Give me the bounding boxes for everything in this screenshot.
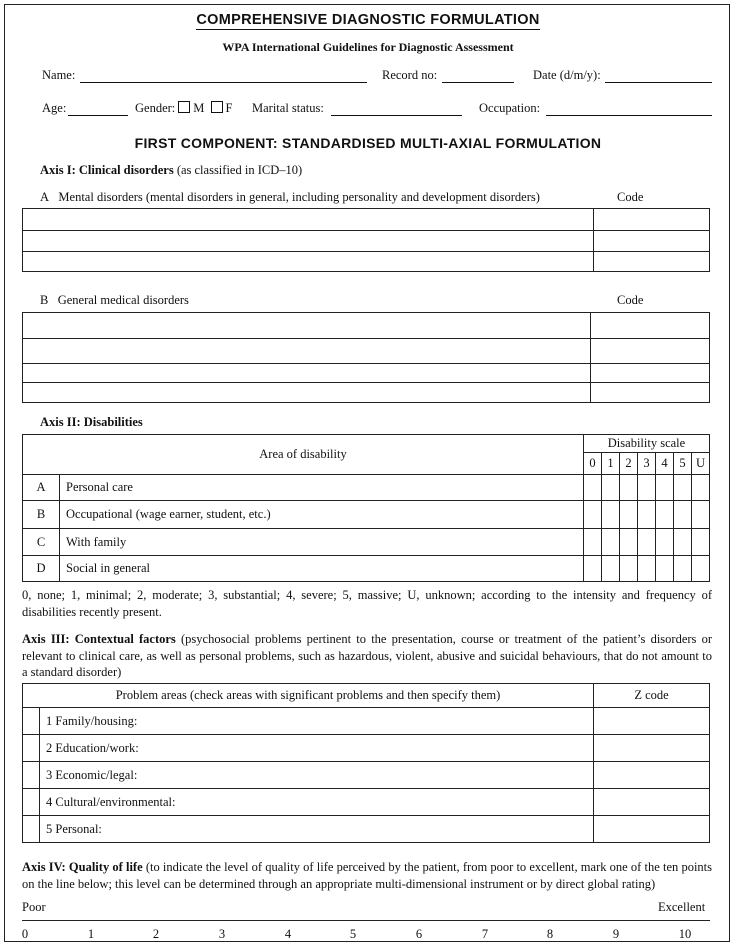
zcode-cell[interactable] — [594, 708, 710, 735]
problem-checkbox[interactable] — [23, 789, 40, 816]
axis1-b-table — [22, 312, 710, 403]
row-label: Occupational (wage earner, student, etc.) — [60, 501, 584, 529]
quality-tick-3[interactable]: 3 — [218, 927, 226, 941]
quality-tick-5[interactable]: 5 — [349, 927, 357, 941]
row-letter: D — [23, 556, 60, 582]
date-label: Date (d/m/y): — [533, 68, 601, 82]
scale-cell[interactable] — [638, 501, 656, 529]
row-label: Social in general — [60, 556, 584, 582]
marital-label: Marital status: — [252, 101, 324, 115]
table-row — [23, 762, 710, 789]
mental-disorder-cell[interactable] — [23, 252, 594, 272]
age-field[interactable] — [68, 102, 128, 116]
zcode-cell[interactable] — [594, 816, 710, 843]
form-title: COMPREHENSIVE DIAGNOSTIC FORMULATION — [196, 12, 540, 28]
scale-1: 1 — [602, 453, 620, 475]
record-field[interactable] — [442, 69, 514, 83]
gender-group — [135, 101, 232, 116]
medical-disorder-cell[interactable] — [23, 364, 591, 383]
marital-field[interactable] — [331, 102, 462, 116]
gender-f-checkbox[interactable] — [211, 101, 223, 113]
row-letter: A — [23, 475, 60, 501]
scale-cell[interactable] — [620, 556, 638, 582]
problem-checkbox[interactable] — [23, 735, 40, 762]
zcode-cell[interactable] — [594, 735, 710, 762]
mental-code-cell[interactable] — [594, 231, 710, 252]
axis4-heading: Axis IV: Quality of life (to indicate the level of quality of life perceived by the patient, from poor to excellent, mark one of the ten points on the line below; this level can be determined through an appropriate multi-dimensional instrument or by direct global rating) — [22, 860, 713, 891]
gender-m-checkbox[interactable] — [178, 101, 190, 113]
scale-cell[interactable] — [692, 475, 710, 501]
scale-cell[interactable] — [602, 475, 620, 501]
name-label: Name: — [42, 68, 76, 82]
gender-m-label: M — [193, 101, 205, 115]
problem-checkbox[interactable] — [23, 708, 40, 735]
scale-cell[interactable] — [656, 501, 674, 529]
quality-tick-0[interactable]: 0 — [21, 927, 29, 941]
scale-cell[interactable] — [638, 475, 656, 501]
axis1-a-row-label: A Mental disorders (mental disorders in general, including personality and development disorders) — [40, 190, 540, 204]
quality-tick-4[interactable]: 4 — [284, 927, 292, 941]
scale-u: U — [692, 453, 710, 475]
axis1-b-code-label: Code — [617, 293, 644, 307]
disability-legend: 0, none; 1, minimal; 2, moderate; 3, substantial; 4, severe; 5, massive; U, unknown; according to the intensity and frequency of disabilities recently present. — [22, 588, 712, 619]
mental-disorder-cell[interactable] — [23, 231, 594, 252]
disability-table — [22, 434, 710, 582]
scale-cell[interactable] — [692, 556, 710, 582]
row-label: With family — [60, 529, 584, 556]
problem-checkbox[interactable] — [23, 762, 40, 789]
axis1-heading: Axis I: Clinical disorders (as classified in ICD–10) — [40, 163, 303, 177]
axis1-a-code-label: Code — [617, 190, 644, 204]
table-row — [23, 816, 710, 843]
axis3-heading: Axis III: Contextual factors (psychosocial problems pertinent to the presentation, course or treatment of the patient’s disorders or relevant to clinical care, as well as personal problems, such as hazardous, violent, abusive and suicidal behaviours, that do not amount to a standard disorder) — [22, 632, 713, 679]
problem-areas-header: Problem areas (check areas with significant problems and then specify them) — [23, 684, 594, 708]
scale-cell[interactable] — [584, 529, 602, 556]
form-subtitle: WPA International Guidelines for Diagnostic Assessment — [222, 40, 514, 54]
axis1-b-row-label: B General medical disorders — [40, 293, 189, 307]
quality-tick-2[interactable]: 2 — [152, 927, 160, 941]
problem-checkbox[interactable] — [23, 816, 40, 843]
excellent-label: Excellent — [658, 900, 706, 914]
quality-tick-1[interactable]: 1 — [87, 927, 95, 941]
poor-label: Poor — [22, 900, 46, 914]
scale-cell[interactable] — [620, 501, 638, 529]
quality-tick-10[interactable]: 10 — [678, 927, 692, 941]
scale-header: Disability scale — [584, 435, 710, 453]
scale-2: 2 — [620, 453, 638, 475]
axis2-heading: Axis II: Disabilities — [40, 415, 143, 429]
date-field[interactable] — [605, 69, 712, 83]
axis1-a-table — [22, 208, 710, 272]
problem-label: 4 Cultural/environmental: — [40, 789, 594, 816]
table-row — [23, 556, 710, 582]
row-letter: C — [23, 529, 60, 556]
scale-cell[interactable] — [674, 475, 692, 501]
scale-cell[interactable] — [620, 475, 638, 501]
scale-cell[interactable] — [674, 529, 692, 556]
medical-disorder-cell[interactable] — [23, 383, 591, 403]
medical-code-cell[interactable] — [591, 383, 710, 403]
scale-cell[interactable] — [674, 501, 692, 529]
medical-disorder-cell[interactable] — [23, 313, 591, 339]
quality-tick-6[interactable]: 6 — [415, 927, 423, 941]
section-title: FIRST COMPONENT: STANDARDISED MULTI-AXIAL FORMULATION — [134, 135, 602, 151]
quality-tick-9[interactable]: 9 — [612, 927, 620, 941]
scale-cell[interactable] — [692, 501, 710, 529]
medical-code-cell[interactable] — [591, 313, 710, 339]
occupation-label: Occupation: — [479, 101, 541, 115]
scale-cell[interactable] — [584, 501, 602, 529]
occupation-field[interactable] — [546, 102, 712, 116]
scale-0: 0 — [584, 453, 602, 475]
mental-disorder-cell[interactable] — [23, 209, 594, 231]
medical-disorder-cell[interactable] — [23, 339, 591, 364]
scale-cell[interactable] — [656, 475, 674, 501]
quality-of-life-line[interactable] — [22, 920, 710, 921]
contextual-table — [22, 683, 710, 843]
scale-cell[interactable] — [656, 556, 674, 582]
scale-cell[interactable] — [656, 529, 674, 556]
area-header: Area of disability — [23, 435, 584, 475]
scale-cell[interactable] — [584, 556, 602, 582]
gender-label: Gender: — [135, 101, 176, 115]
name-field[interactable] — [80, 69, 367, 83]
scale-cell[interactable] — [692, 529, 710, 556]
age-label: Age: — [42, 101, 67, 115]
zcode-cell[interactable] — [594, 789, 710, 816]
zcode-cell[interactable] — [594, 762, 710, 789]
problem-label: 2 Education/work: — [40, 735, 594, 762]
scale-cell[interactable] — [674, 556, 692, 582]
quality-tick-7[interactable]: 7 — [481, 927, 489, 941]
scale-cell[interactable] — [602, 501, 620, 529]
problem-label: 1 Family/housing: — [40, 708, 594, 735]
mental-code-cell[interactable] — [594, 252, 710, 272]
scale-cell[interactable] — [638, 529, 656, 556]
table-row — [23, 501, 710, 529]
medical-code-cell[interactable] — [591, 339, 710, 364]
record-label: Record no: — [382, 68, 438, 82]
table-row — [23, 475, 710, 501]
table-row — [23, 708, 710, 735]
mental-code-cell[interactable] — [594, 209, 710, 231]
zcode-header: Z code — [594, 684, 710, 708]
scale-cell[interactable] — [638, 556, 656, 582]
table-row — [23, 789, 710, 816]
scale-5: 5 — [674, 453, 692, 475]
problem-label: 5 Personal: — [40, 816, 594, 843]
scale-cell[interactable] — [602, 529, 620, 556]
scale-3: 3 — [638, 453, 656, 475]
problem-label: 3 Economic/legal: — [40, 762, 594, 789]
table-row — [23, 529, 710, 556]
gender-f-label: F — [225, 101, 233, 115]
quality-tick-8[interactable]: 8 — [546, 927, 554, 941]
scale-cell[interactable] — [620, 529, 638, 556]
table-row — [23, 735, 710, 762]
scale-cell[interactable] — [584, 475, 602, 501]
scale-cell[interactable] — [602, 556, 620, 582]
scale-4: 4 — [656, 453, 674, 475]
row-letter: B — [23, 501, 60, 529]
row-label: Personal care — [60, 475, 584, 501]
medical-code-cell[interactable] — [591, 364, 710, 383]
